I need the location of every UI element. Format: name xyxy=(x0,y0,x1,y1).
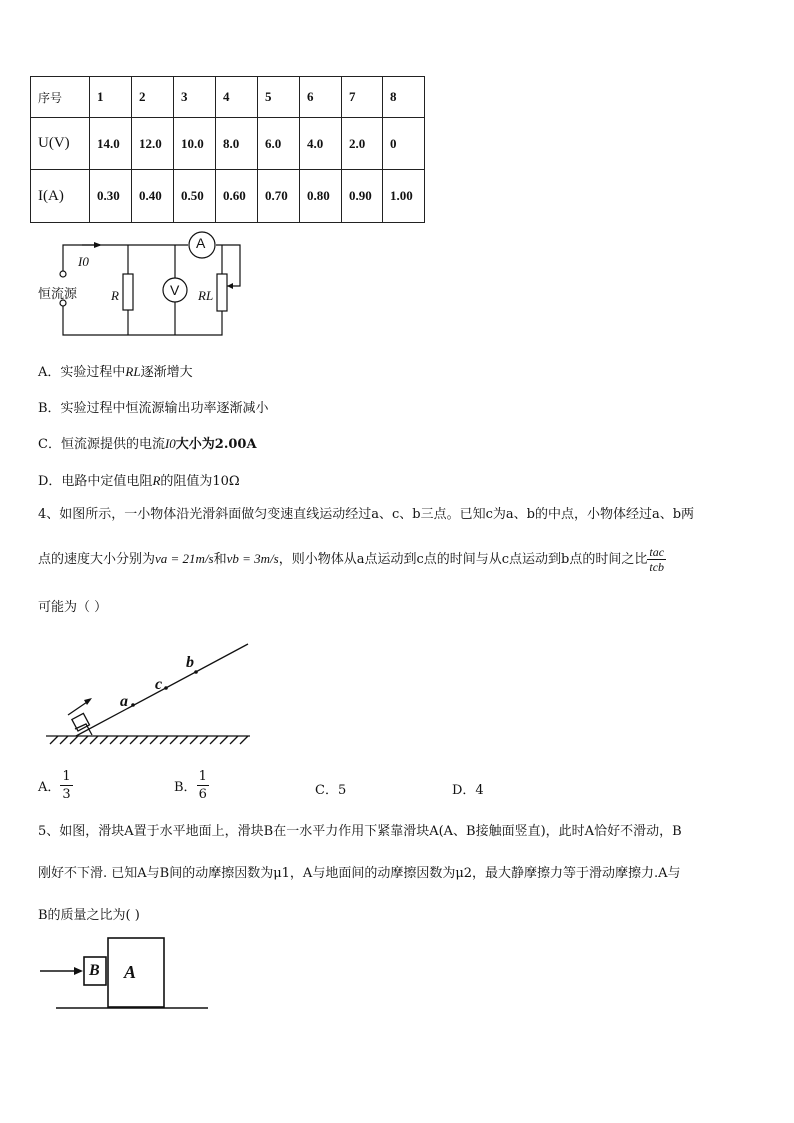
fraction: $\frac{1}{6}$ xyxy=(198,769,207,802)
data-table xyxy=(30,76,425,223)
table-cell: 7 xyxy=(342,77,383,118)
table-cell: 1 xyxy=(90,77,132,118)
table-cell: 0.70 xyxy=(258,170,300,223)
point-b-label: b xyxy=(186,654,194,671)
voltmeter-label: V xyxy=(170,282,180,298)
table-cell: 0 xyxy=(383,118,425,170)
current-label: I(A) xyxy=(31,170,90,223)
table-cell: 0.60 xyxy=(216,170,258,223)
resistor-r xyxy=(123,274,133,310)
block-b-label: B xyxy=(89,962,100,979)
point-a xyxy=(131,703,135,707)
time-ratio: $\frac{\text{tac}}{\text{tcb}}$ xyxy=(649,545,665,574)
table-row-current xyxy=(31,170,425,223)
q4-line2: 点的速度大小分别为va = 21m/s和vb = 3m/s，则小物体从a点运动到c点的时间与从c点运动到b点的时间之比 $\frac{\text{tac}}{\text{tcb}}$ xyxy=(38,545,665,574)
table-cell: 1.00 xyxy=(383,170,425,223)
table-cell: 0.30 xyxy=(90,170,132,223)
q4-option-d: D．4 xyxy=(452,783,484,798)
circuit-wire xyxy=(63,306,222,335)
rheostat-rl xyxy=(217,274,227,311)
slider-arrowhead xyxy=(227,283,233,289)
q4-line1: 4、如图所示，一小物体沿光滑斜面做匀变速直线运动经过a、c、b三点。已知c为a、b的中点，小物体经过a、b两 xyxy=(38,507,695,522)
table-cell: 5 xyxy=(258,77,300,118)
point-c xyxy=(164,686,168,690)
point-a-label: a xyxy=(120,693,128,710)
force-arrowhead xyxy=(74,967,83,975)
q4-option-b: B． $\frac{1}{6}$ xyxy=(174,769,207,802)
q3-option-d: D．电路中定值电阻R的阻值为10Ω xyxy=(38,473,240,489)
table-cell: 0.40 xyxy=(132,170,174,223)
table-cell: 8.0 xyxy=(216,118,258,170)
voltage-label: U(V) xyxy=(31,118,90,170)
q4-option-a: A． $\frac{1}{3}$ xyxy=(38,769,71,802)
source-label: 恒流源 xyxy=(38,287,78,302)
table-row-voltage xyxy=(31,118,425,170)
incline-figure xyxy=(40,640,260,750)
q5-line1: 5、如图，滑块A置于水平地面上，滑块B在一水平力作用下紧靠滑块A(A、B接触面竖直)，此时A恰好不滑动，B xyxy=(38,824,682,839)
q3-option-b: B．实验过程中恒流源输出功率逐渐减小 xyxy=(38,401,269,416)
table-cell: 2.0 xyxy=(342,118,383,170)
table-cell: 12.0 xyxy=(132,118,174,170)
table-cell: 14.0 xyxy=(90,118,132,170)
ground-hatching xyxy=(50,736,248,744)
q5-line3: B的质量之比为( ) xyxy=(38,908,140,923)
block-square xyxy=(72,713,90,731)
rheostat-label: RL xyxy=(198,288,214,303)
q3-option-c: C．恒流源提供的电流I0大小为2.00A xyxy=(38,436,257,452)
table-cell: 10.0 xyxy=(174,118,216,170)
table-row-index xyxy=(31,77,425,118)
q4-option-c: C．5 xyxy=(315,783,347,798)
q4-line3: 可能为（ ） xyxy=(38,600,108,615)
point-b xyxy=(194,670,198,674)
table-cell: 6.0 xyxy=(258,118,300,170)
table-cell: 6 xyxy=(300,77,342,118)
terminal-top xyxy=(60,271,66,277)
q5-line2: 刚好不下滑. 已知A与B间的动摩擦因数为μ1，A与地面间的动摩擦因数为μ2，最大静摩擦力等于滑动摩擦力.A与 xyxy=(38,866,681,881)
q3-option-a: A．实验过程中RL逐渐增大 xyxy=(38,364,193,380)
table-cell: 0.80 xyxy=(300,170,342,223)
table-cell: 4.0 xyxy=(300,118,342,170)
resistor-label: R xyxy=(111,288,119,303)
current-source-label: I0 xyxy=(78,254,89,269)
current-arrowhead xyxy=(94,242,102,248)
table-cell: 2 xyxy=(132,77,174,118)
block-a-label: A xyxy=(124,962,137,982)
table-cell: 8 xyxy=(383,77,425,118)
table-cell: 0.50 xyxy=(174,170,216,223)
table-cell: 4 xyxy=(216,77,258,118)
table-header-label: 序号 xyxy=(31,77,90,118)
ammeter-label: A xyxy=(196,235,206,251)
point-c-label: c xyxy=(155,676,163,693)
table-cell: 3 xyxy=(174,77,216,118)
table-cell: 0.90 xyxy=(342,170,383,223)
fraction: $\frac{1}{3}$ xyxy=(62,769,71,802)
